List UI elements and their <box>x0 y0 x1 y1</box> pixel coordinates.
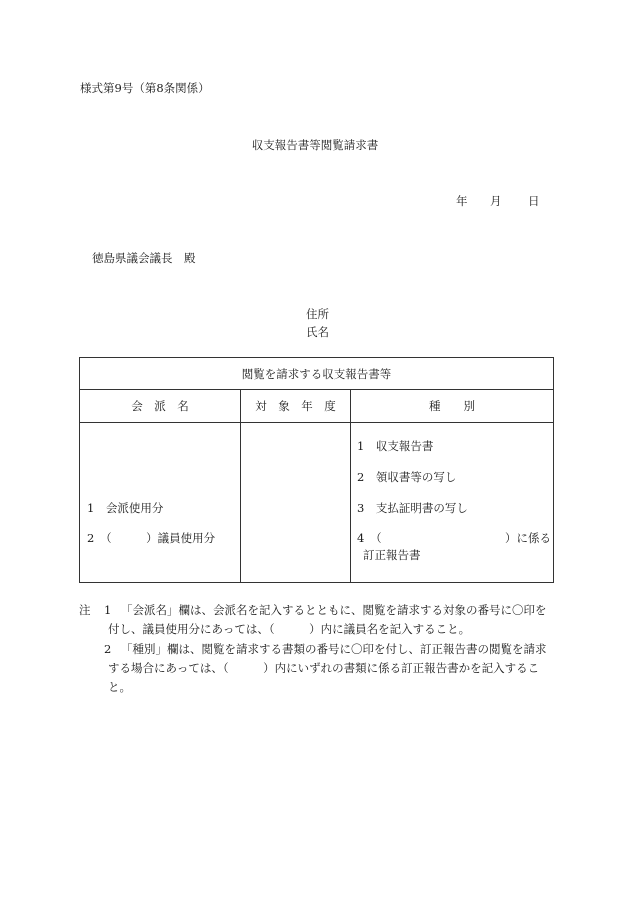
header-year: 対 象 年 度 <box>241 390 351 423</box>
note-2-line-2: する場合にあっては、（ ）内にいずれの書類に係る訂正報告書かを記入するこ <box>108 661 540 675</box>
form-number: 様式第9号（第8条関係） <box>80 81 210 95</box>
date-line <box>456 193 540 209</box>
shubetsu-item-4: 4 （ <box>357 531 382 545</box>
address-label: 住所 <box>306 307 329 321</box>
kaiha-item-1: 1 会派使用分 <box>87 501 164 515</box>
header-shubetsu: 種 別 <box>351 390 554 423</box>
note-2-line-3: と。 <box>108 680 131 694</box>
note-2-number: 2 <box>104 642 112 656</box>
date-month: 月 <box>490 194 502 208</box>
kaiha-item-2: 2 （ ）議員使用分 <box>87 531 216 545</box>
shubetsu-item-3: 3 支払証明書の写し <box>357 501 468 515</box>
shubetsu-item-4-suffix: ）に係る <box>505 531 551 545</box>
table-caption: 閲覧を請求する収支報告書等 <box>80 358 554 390</box>
shubetsu-item-2: 2 領収書等の写し <box>357 470 457 484</box>
name-label: 氏名 <box>306 325 329 339</box>
kaiha-cell[interactable] <box>80 423 241 583</box>
addressee: 徳島県議会議長 殿 <box>92 251 196 265</box>
note-1-line-2: 付し、議員使用分にあっては、（ ）内に議員名を記入すること。 <box>108 622 471 636</box>
date-year: 年 <box>456 194 468 208</box>
header-kaiha: 会 派 名 <box>80 390 241 423</box>
shubetsu-item-1: 1 収支報告書 <box>357 439 434 453</box>
notes-prefix: 注 <box>79 603 91 617</box>
note-2-line-1: 「種別」欄は、閲覧を請求する書類の番号に〇印を付し、訂正報告書の閲覧を請求 <box>121 642 547 656</box>
target-year-cell[interactable] <box>241 423 351 583</box>
note-1-line-1: 「会派名」欄は、会派名を記入するとともに、閲覧を請求する対象の番号に〇印を <box>121 603 547 617</box>
note-1-number: 1 <box>104 603 112 617</box>
date-day: 日 <box>528 194 540 208</box>
shubetsu-item-4-cont: 訂正報告書 <box>363 548 421 562</box>
notes <box>79 601 553 697</box>
shubetsu-cell[interactable] <box>351 423 554 583</box>
request-table <box>79 357 554 583</box>
document-title: 収支報告書等閲覧請求書 <box>251 138 379 152</box>
